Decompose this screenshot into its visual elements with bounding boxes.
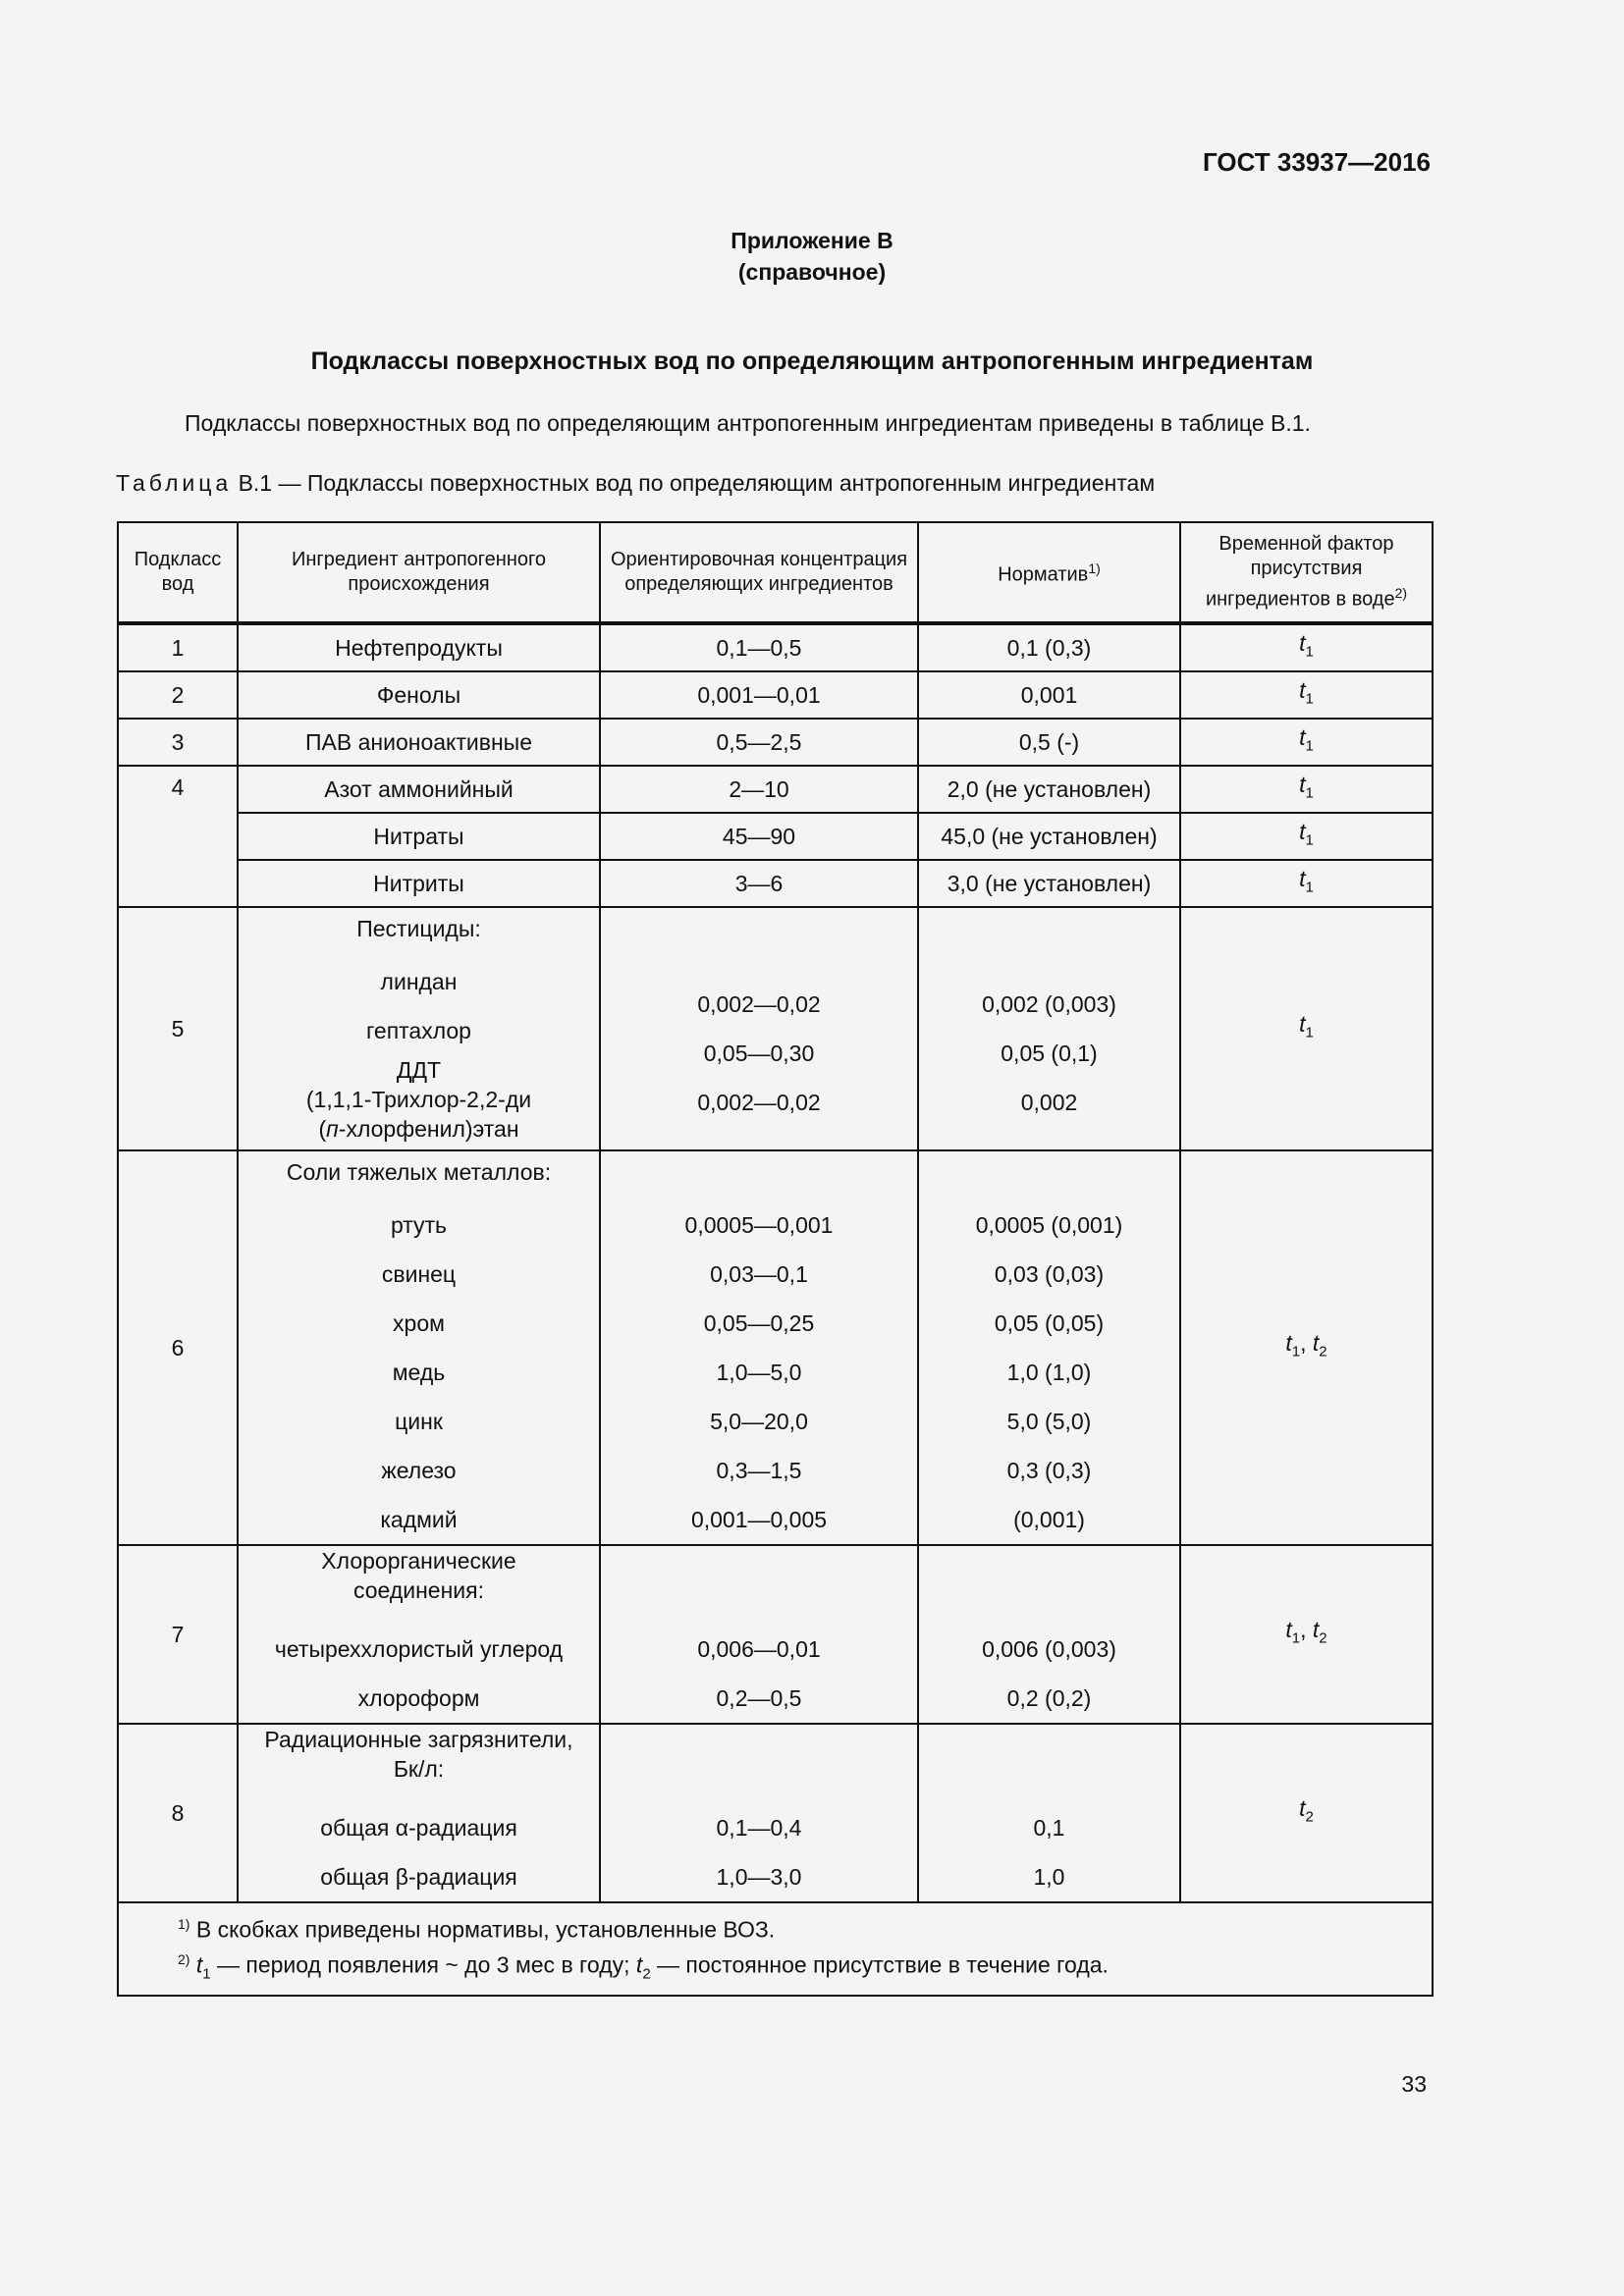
row-norm: 0,006 (0,003) <box>982 1636 1116 1662</box>
row-time-factor <box>1180 719 1433 766</box>
row-concentration: 0,001—0,005 <box>690 1507 828 1532</box>
row-ingredient: Нефтепродукты <box>238 623 600 671</box>
t-symbol: t <box>1299 819 1306 845</box>
group-8-concentrations <box>600 1724 918 1902</box>
t2-subscript: 2 <box>1319 1343 1327 1361</box>
table-header-row <box>118 522 1433 623</box>
row-concentration: 0,5—2,5 <box>600 719 918 766</box>
standard-code: ГОСТ 33937—2016 <box>1203 147 1431 177</box>
row-concentration: 5,0—20,0 <box>710 1409 808 1434</box>
row-norm: 0,3 (0,3) <box>1006 1458 1092 1483</box>
note-2-end: — постоянное присутствие в течение года. <box>650 1951 1109 1978</box>
t-symbol: t <box>1299 866 1306 892</box>
group-header-line-2: Бк/л: <box>393 1756 445 1782</box>
row-norm: 3,0 (не установлен) <box>918 860 1180 907</box>
row-concentration: 0,006—0,01 <box>697 1636 821 1662</box>
row-concentration: 0,0005—0,001 <box>684 1212 834 1238</box>
row-time-factor <box>1180 623 1433 671</box>
table-row-group-7 <box>118 1545 1433 1724</box>
group-header: Соли тяжелых металлов: <box>286 1159 552 1185</box>
footnote-ref-1: 1) <box>1088 561 1101 577</box>
page-number: 33 <box>1401 2071 1427 2097</box>
t-symbol: t <box>1299 1795 1306 1822</box>
intro-paragraph: Подклассы поверхностных вод по определяющим антропогенным ингредиентам приведены в таблице В.1. <box>185 410 1311 436</box>
group-4-id: 4 <box>118 766 238 907</box>
row-concentration: 0,001—0,01 <box>600 671 918 719</box>
note-2-t1: t <box>195 1951 203 1978</box>
appendix-title: Приложение В <box>731 228 893 253</box>
t-subscript: 2 <box>1305 1808 1314 1826</box>
group-7-norms <box>918 1545 1180 1724</box>
ddt-ingredient <box>244 1055 593 1149</box>
ddt-italic-p: п <box>326 1116 339 1142</box>
group-header <box>244 1725 593 1803</box>
row-ingredient: четыреххлористый углерод <box>274 1636 564 1662</box>
row-ingredient: Фенолы <box>238 671 600 719</box>
ddt-line-1: ДДТ <box>396 1057 442 1083</box>
row-ingredient: хлороформ <box>357 1685 480 1711</box>
row-norm: 0,03 (0,03) <box>994 1261 1105 1287</box>
footnote-ref-2: 2) <box>1394 585 1408 602</box>
row-concentration: 2—10 <box>600 766 918 813</box>
row-norm: 0,0005 (0,001) <box>975 1212 1123 1238</box>
t-subscript: 1 <box>1305 737 1314 755</box>
group-8-norms <box>918 1724 1180 1902</box>
group-header-line-1: Хлорорганические <box>321 1548 516 1574</box>
row-time-factor <box>1180 860 1433 907</box>
row-norm: 0,002 <box>1020 1090 1078 1115</box>
row-concentration: 1,0—5,0 <box>716 1360 802 1385</box>
row-concentration: 0,002—0,02 <box>697 991 821 1017</box>
row-norm: 0,05 (0,05) <box>994 1310 1105 1336</box>
caption-word: Таблица <box>116 470 233 496</box>
t-subscript: 1 <box>1305 831 1314 849</box>
row-ingredient: общая β-радиация <box>320 1864 517 1890</box>
row-norm: 1,0 (1,0) <box>1006 1360 1092 1385</box>
row-ingredient: ртуть <box>390 1212 448 1238</box>
t-symbol: t <box>1299 1011 1306 1038</box>
header-ingredient: Ингредиент антропогенного происхождения <box>238 522 600 623</box>
row-ingredient: линдан <box>380 969 458 994</box>
group-5-concentrations <box>600 907 918 1150</box>
group-header: Пестициды: <box>356 916 481 941</box>
group-7-concentrations <box>600 1545 918 1724</box>
group-header-line-2: соединения: <box>353 1577 484 1603</box>
t1-symbol: t <box>1285 1617 1292 1643</box>
table-row <box>118 766 1433 813</box>
t-subscript: 1 <box>1305 690 1314 708</box>
group-7-id: 7 <box>118 1545 238 1724</box>
subclass-table <box>117 521 1434 1997</box>
row-norm: 0,5 (-) <box>918 719 1180 766</box>
t2-subscript: 2 <box>1319 1629 1327 1647</box>
row-concentration: 0,05—0,25 <box>703 1310 815 1336</box>
table-notes <box>118 1902 1433 1996</box>
group-7-ingredients <box>238 1545 600 1724</box>
group-8-ingredients <box>238 1724 600 1902</box>
row-concentration: 0,1—0,4 <box>716 1815 802 1841</box>
row-time-factor <box>1180 1545 1433 1724</box>
row-concentration: 3—6 <box>600 860 918 907</box>
appendix-heading <box>0 225 1624 288</box>
t1-subscript: 1 <box>1291 1629 1301 1647</box>
row-time-factor <box>1180 766 1433 813</box>
t-separator: , <box>1300 1617 1313 1643</box>
t-symbol: t <box>1299 677 1306 704</box>
table-row-group-8 <box>118 1724 1433 1902</box>
row-ingredient: кадмий <box>380 1507 458 1532</box>
row-norm: 5,0 (5,0) <box>1006 1409 1092 1434</box>
t1-subscript: 1 <box>1291 1343 1301 1361</box>
row-norm: 45,0 (не установлен) <box>918 813 1180 860</box>
group-5-id: 5 <box>118 907 238 1150</box>
table-row-group-5 <box>118 907 1433 1150</box>
note-1 <box>178 1909 1373 1945</box>
row-ingredient: железо <box>381 1458 457 1483</box>
t2-symbol: t <box>1312 1330 1320 1357</box>
header-subclass: Подкласс вод <box>118 522 238 623</box>
t2-symbol: t <box>1312 1617 1320 1643</box>
group-6-ingredients <box>238 1150 600 1545</box>
row-time-factor <box>1180 671 1433 719</box>
row-id: 1 <box>118 623 238 671</box>
t1-symbol: t <box>1285 1330 1292 1357</box>
row-concentration: 45—90 <box>600 813 918 860</box>
group-6-norms <box>918 1150 1180 1545</box>
row-time-factor <box>1180 1724 1433 1902</box>
row-ingredient: ПАВ анионоактивные <box>238 719 600 766</box>
t-subscript: 1 <box>1305 879 1314 896</box>
row-norm: 2,0 (не установлен) <box>918 766 1180 813</box>
table-row <box>118 813 1433 860</box>
row-norm: 0,1 <box>1033 1815 1065 1841</box>
row-ingredient: хром <box>393 1310 445 1336</box>
row-concentration: 0,2—0,5 <box>716 1685 802 1711</box>
group-header-line-1: Радиационные загрязнители, <box>264 1727 573 1752</box>
section-title: Подклассы поверхностных вод по определяющим антропогенным ингредиентам <box>310 347 1314 375</box>
group-5-norms <box>918 907 1180 1150</box>
group-5-ingredients <box>238 907 600 1150</box>
t-symbol: t <box>1299 630 1306 657</box>
ddt-line-3: (п-хлорфенил)этан <box>318 1116 519 1142</box>
row-ingredient: медь <box>392 1360 446 1385</box>
appendix-subtitle: (справочное) <box>737 259 887 285</box>
table-row <box>118 671 1433 719</box>
note-2-mid: — период появления ~ до 3 мес в году; <box>210 1951 636 1978</box>
row-time-factor <box>1180 813 1433 860</box>
row-time-factor <box>1180 1150 1433 1545</box>
group-header <box>244 1546 593 1625</box>
table-row <box>118 719 1433 766</box>
note-2 <box>178 1945 1373 1989</box>
row-ingredient: Азот аммонийный <box>238 766 600 813</box>
note-1-text: В скобках приведены нормативы, установленные ВОЗ. <box>189 1916 776 1943</box>
row-id: 3 <box>118 719 238 766</box>
note-2-t2: t <box>635 1951 643 1978</box>
header-concentration: Ориентировочная концентрация определяющих ингредиентов <box>600 522 918 623</box>
row-ingredient: Нитриты <box>238 860 600 907</box>
table-caption <box>116 470 1155 497</box>
row-id: 2 <box>118 671 238 719</box>
table-row-group-6 <box>118 1150 1433 1545</box>
row-ingredient: общая α-радиация <box>320 1815 517 1841</box>
row-ingredient: гептахлор <box>366 1018 471 1043</box>
t-subscript: 1 <box>1305 1024 1314 1041</box>
row-concentration: 0,1—0,5 <box>600 623 918 671</box>
t-separator: , <box>1300 1330 1313 1357</box>
row-norm: 0,1 (0,3) <box>918 623 1180 671</box>
note-1-marker: 1) <box>178 1916 190 1932</box>
header-norm <box>918 522 1180 623</box>
row-norm: 0,05 (0,1) <box>1001 1041 1098 1066</box>
row-concentration: 1,0—3,0 <box>716 1864 802 1890</box>
ddt-line-3-rest: -хлорфенил)этан <box>338 1116 519 1142</box>
group-8-id: 8 <box>118 1724 238 1902</box>
note-2-t2-sub: 2 <box>642 1964 651 1982</box>
row-time-factor <box>1180 907 1433 1150</box>
t-symbol: t <box>1299 772 1306 798</box>
row-ingredient: Нитраты <box>238 813 600 860</box>
note-2-t1-sub: 1 <box>202 1964 211 1982</box>
group-6-id: 6 <box>118 1150 238 1545</box>
t-subscript: 1 <box>1305 784 1314 802</box>
row-ingredient: свинец <box>381 1261 457 1287</box>
group-6-concentrations <box>600 1150 918 1545</box>
header-norm-label: Норматив <box>998 563 1089 586</box>
header-time-factor-label: Временной фактор присутствия ингредиентов в воде <box>1205 533 1395 611</box>
t-symbol: t <box>1299 724 1306 751</box>
row-norm: 0,001 <box>918 671 1180 719</box>
table-notes-row <box>118 1902 1433 1996</box>
row-concentration: 0,002—0,02 <box>697 1090 821 1115</box>
note-2-marker: 2) <box>178 1950 190 1967</box>
header-time-factor <box>1180 522 1433 623</box>
row-concentration: 0,05—0,30 <box>703 1041 815 1066</box>
t-subscript: 1 <box>1305 643 1314 661</box>
row-norm: 0,2 (0,2) <box>1006 1685 1092 1711</box>
row-concentration: 0,03—0,1 <box>710 1261 808 1287</box>
row-norm: 0,002 (0,003) <box>982 991 1116 1017</box>
row-concentration: 0,3—1,5 <box>716 1458 802 1483</box>
row-norm: (0,001) <box>1013 1507 1085 1532</box>
row-ingredient: цинк <box>395 1409 443 1434</box>
ddt-line-2: (1,1,1-Трихлор-2,2-ди <box>305 1087 532 1112</box>
row-norm: 1,0 <box>1033 1864 1065 1890</box>
caption-text: В.1 — Подклассы поверхностных вод по определяющим антропогенным ингредиентам <box>232 470 1156 496</box>
table-row <box>118 860 1433 907</box>
table-row <box>118 623 1433 671</box>
